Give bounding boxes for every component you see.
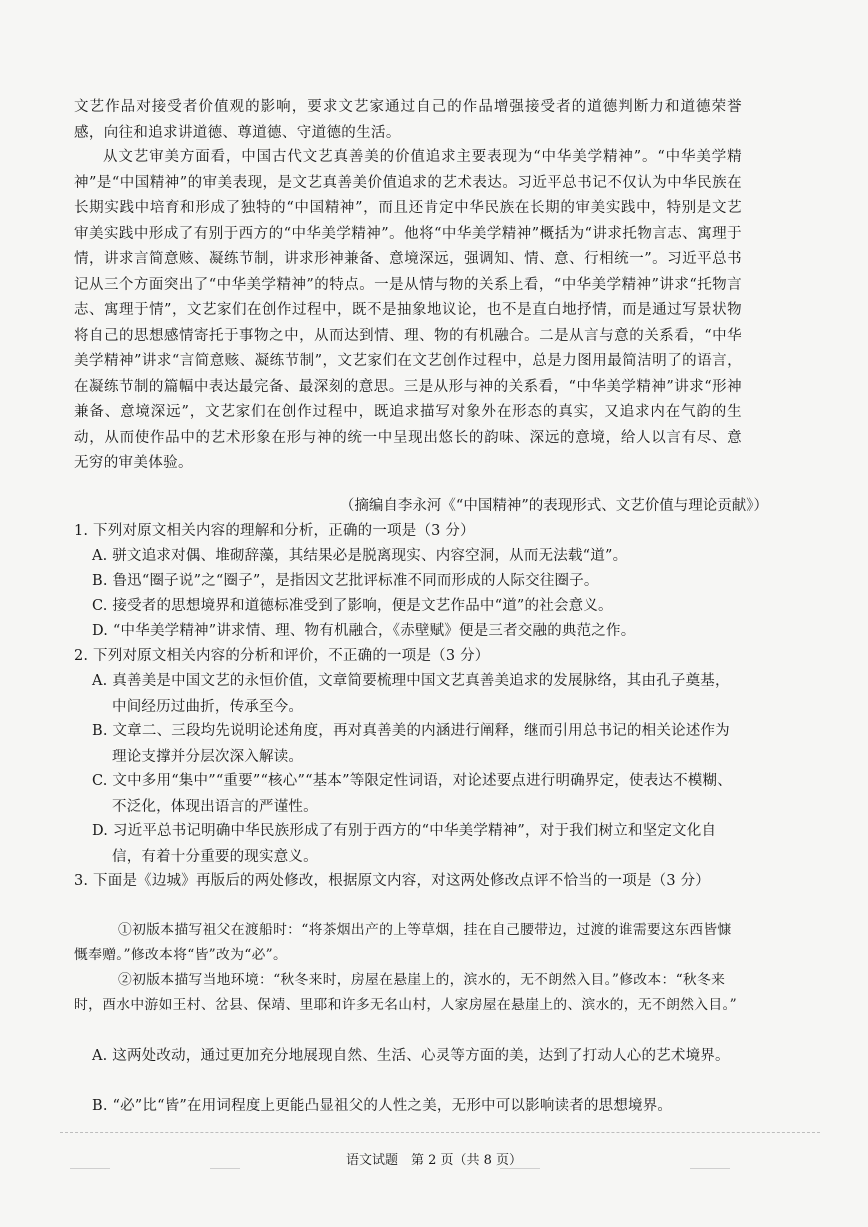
option-text: A. 真善美是中国文艺的永恒价值，文章简要梳理中国文艺真善美追求的发展脉络，其由孔子奠基，中间经历过曲折，传承至今。 [92,673,730,715]
footer-divider [60,1132,820,1133]
paragraph-intro: 文艺作品对接受者价值观的影响，要求文艺家通过自己的作品增强接受者的道德判断力和道德荣誉感，向往和追求讲道德、尊道德、守道德的生活。 [74,99,742,141]
scan-artifact-line [500,1168,540,1169]
option-text: A. 这两处改动，通过更加充分地展现自然、生活、心灵等方面的美，达到了打动人心的艺术境界。 [92,1048,730,1064]
option-text: B. 文章二、三段均先说明论述角度，再对真善美的内涵进行阐释，继而引用总书记的相关论述作为理论支撑并分层次深入解读。 [92,723,730,765]
question-2-option-d [92,819,742,870]
question-3-quote-1: ①初版本描写祖父在渡船时：“将茶烟出产的上等草烟，挂在自己腰带边，过渡的谁需要这东西皆慷慨奉赠。”修改本将“皆”改为“必”。 [74,922,732,963]
paragraph-aesthetics: 从文艺审美方面看，中国古代文艺真善美的价值追求主要表现为“中华美学精神”。“中华美学精神”是“中国精神”的审美表现，是文艺真善美价值追求的艺术表达。习近平总书记不仅认为中华民族在长期实践中培育和形成了独特的“中国精神”，而且还肯定中华民族在长期的审美实践中，特别是文艺审美实践中形成了有别于西方的“中华美学精神”。他将“中华美学精神”概括为“讲求托物言志、寓理于情，讲求言简意赅、凝练节制，讲求形神兼备、意境深远，强调知、情、意、行相统一”。习近平总书记从三个方面突出了“中华美学精神”的特点。一是从情与物的关系上看，“中华美学精神”讲求“托物言志、寓理于情”，文艺家们在创作过程中，既不是抽象地议论，也不是直白地抒情，而是通过写景状物将自己的思想感情寄托于事物之中，从而达到情、理、物的有机融合。二是从言与意的关系看，“中华美学精神”讲求“言简意赅、凝练节制”，文艺家们在文艺创作过程中，总是力图用最简洁明了的语言，在凝练节制的篇幅中表达最完备、最深刻的意思。三是从形与神的关系看，“中华美学精神”讲求“形神兼备、意境深远”，文艺家们在创作过程中，既追求描写对象外在形态的真实，又追求内在气韵的生动，从而使作品中的艺术形象在形与神的统一中呈现出悠长的韵味、深远的意境，给人以言有尽、意无穷的审美体验。 [74,149,742,471]
option-text: D. “中华美学精神”讲求情、理、物有机融合，《赤壁赋》便是三者交融的典范之作。 [92,623,636,639]
option-text: D. 习近平总书记明确中华民族形成了有别于西方的“中华美学精神”，对于我们树立和坚定文化自信，有着十分重要的现实意义。 [92,823,717,865]
question-2-option-a [92,669,742,720]
scan-artifact-line [690,1168,730,1169]
page-footer: 语文试题 第 2 页（共 8 页） [345,1153,523,1168]
question-3-option-a [92,1044,742,1070]
option-text: B. “必”比“皆”在用词程度上更能凸显祖父的人性之美，无形中可以影响读者的思想境界。 [92,1098,673,1114]
question-2-option-b [92,719,742,770]
question-1-option-a [92,544,742,570]
option-text: B. 鲁迅“圈子说”之“圈子”，是指因文艺批评标准不同而形成的人际交往圈子。 [92,573,599,589]
question-2-stem: 2. 下列对原文相关内容的分析和评价，不正确的一项是（3 分） [74,648,490,664]
scan-artifact-line [70,1168,110,1169]
question-1-stem: 1. 下列对原文相关内容的理解和分析，正确的一项是（3 分） [74,523,475,539]
question-3-quote-2: ②初版本描写当地环境：“秋冬来时，房屋在悬崖上的，滨水的，无不朗然入目。”修改本：“秋冬来时，酉水中游如王村、岔县、保靖、里耶和许多无名山村，人家房屋在悬崖上的、滨水的，无不朗然入目。” [74,972,738,1013]
question-1-option-d [92,619,742,645]
question-3-stem: 3. 下面是《边城》再版后的两处修改，根据原文内容，对这两处修改点评不恰当的一项是（3 分） [74,873,710,889]
question-2-option-c [92,769,742,820]
question-3-option-b [92,1094,742,1120]
option-text: A. 骈文追求对偶、堆砌辞藻，其结果必是脱离现实、内容空洞，从而无法载“道”。 [92,548,628,564]
source-citation: （摘编自李永河《“中国精神”的表现形式、文艺价值与理论贡献》） [339,498,768,514]
option-text: C. 接受者的思想境界和道德标准受到了影响，便是文艺作品中“道”的社会意义。 [92,598,613,614]
option-text: C. 文中多用“集中”“重要”“核心”“基本”等限定性词语，对论述要点进行明确界定，使表达不模糊、不泛化，体现出语言的严谨性。 [92,773,732,815]
question-1-option-b [92,569,742,595]
scan-artifact-line [210,1168,240,1169]
question-1-option-c [92,594,742,620]
